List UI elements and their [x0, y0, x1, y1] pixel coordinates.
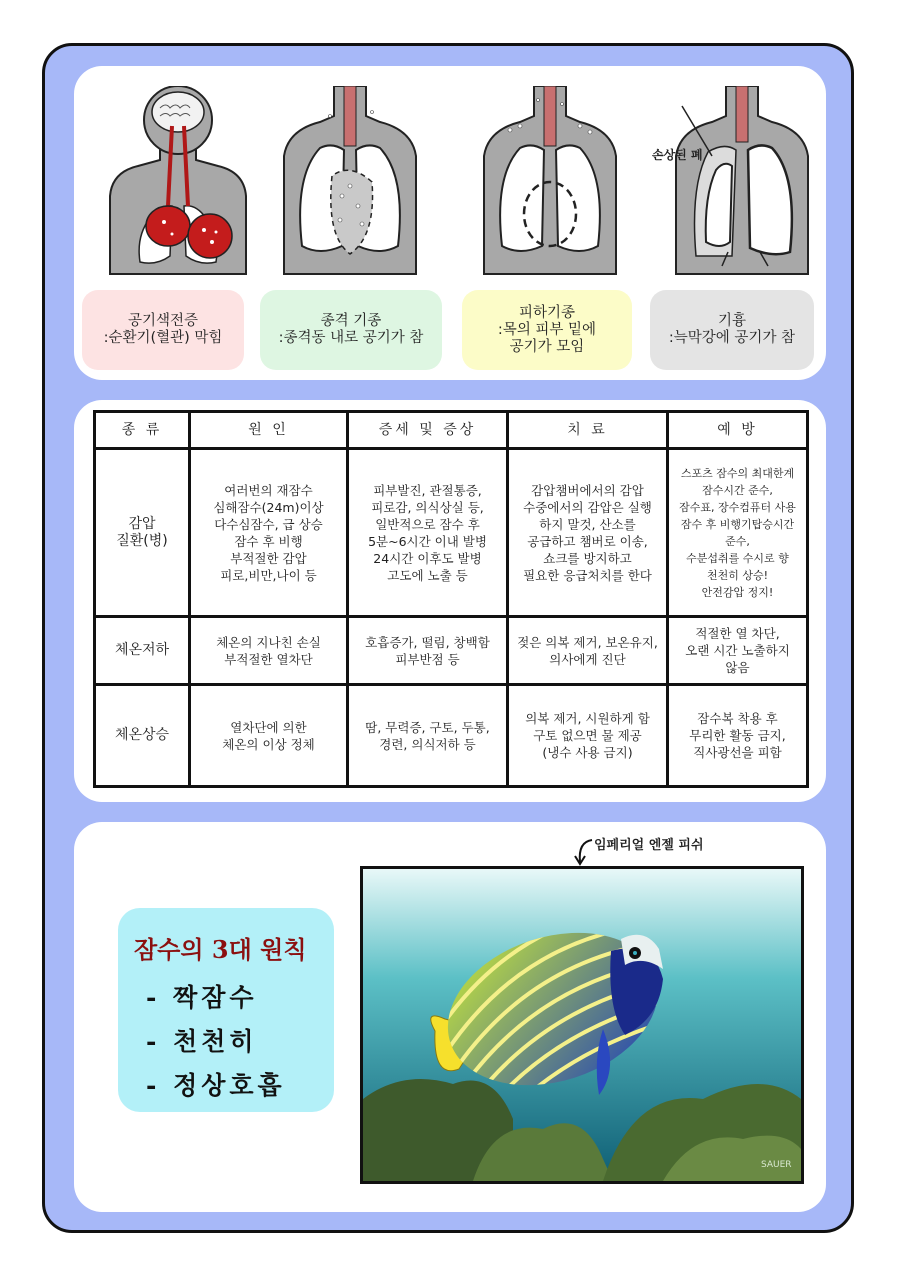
cell-line: 5분~6시간 이내 발병 — [368, 533, 487, 549]
damaged-lung-label: 손상된 폐 — [652, 148, 703, 162]
cell-line: 하지 말것, 산소를 — [539, 516, 636, 532]
table-row — [95, 617, 808, 685]
condition-name: 공기색전증 — [127, 313, 199, 329]
cell-line: 감압 — [128, 515, 156, 532]
cell-line: 스포츠 잠수의 최대한계 — [680, 466, 795, 480]
cell-line: 잠수 후 비행기탑승시간 — [680, 517, 795, 531]
cell-line: 고도에 노출 등 — [387, 567, 468, 583]
header-prevention: 예 방 — [668, 412, 808, 449]
treatment-cell — [508, 449, 668, 617]
header-treatment: 치 료 — [508, 412, 668, 449]
type-cell — [95, 685, 190, 787]
cell-line: 땀, 무력증, 구토, 두통, — [365, 719, 490, 735]
condition-description: :순환기(혈관) 막힘 — [103, 330, 223, 346]
cell-line: 심해잠수(24m)이상 — [213, 499, 324, 515]
pneumothorax-illustration — [672, 86, 812, 276]
diving-principles-box — [118, 908, 334, 1112]
header-cause: 원 인 — [190, 412, 348, 449]
principle-item: - 짝잠수 — [146, 983, 258, 1012]
prevention-cell — [668, 685, 808, 787]
principles-title: 잠수의 3대 원칙 — [134, 935, 307, 964]
cell-line: 경련, 의식저하 등 — [379, 736, 476, 752]
air-embolism-illustration — [108, 86, 248, 276]
prevention-cell — [668, 449, 808, 617]
condition-card-subcutaneous-emphysema — [462, 290, 632, 370]
cell-line: 피부반점 등 — [395, 651, 460, 667]
cell-line: 호흡증가, 떨림, 창백함 — [365, 634, 490, 650]
cell-line: 감압챔버에서의 감압 — [531, 482, 644, 498]
cell-line: 일반적으로 잠수 후 — [375, 516, 480, 532]
cell-line: 오랜 시간 노출하지 — [685, 643, 790, 658]
symptoms-cell — [348, 617, 508, 685]
cell-line: 피부발진, 관절통증, — [373, 482, 482, 498]
cell-line: 열차단에 의한 — [230, 719, 307, 735]
cell-line: (냉수 사용 금지) — [542, 745, 633, 760]
cell-line: 부적절한 열차단 — [224, 651, 313, 667]
condition-description-cont: 공기가 모임 — [509, 338, 585, 355]
table-row — [95, 685, 808, 787]
cell-line: 의복 제거, 시원하게 함 — [525, 711, 650, 726]
symptoms-cell — [348, 449, 508, 617]
condition-name: 피하기종 — [518, 304, 576, 321]
conditions-panel — [74, 66, 826, 380]
cell-line: 쇼크를 방지하고 — [543, 550, 632, 566]
cell-line: 직사광선을 피함 — [693, 745, 782, 760]
cell-line: 의사에게 진단 — [549, 651, 626, 667]
table-header-row — [95, 412, 808, 449]
principle-item: - 천천히 — [146, 1027, 258, 1056]
prevention-cell — [668, 617, 808, 685]
cell-line: 체온의 지나친 손실 — [216, 634, 321, 650]
treatment-cell — [508, 685, 668, 787]
diving-illness-table — [93, 410, 809, 788]
condition-description: :종격동 내로 공기가 참 — [278, 330, 424, 346]
table-row — [95, 449, 808, 617]
cell-line: 필요한 응급처치를 한다 — [523, 567, 652, 583]
curved-arrow-icon — [574, 836, 596, 866]
cause-cell — [190, 617, 348, 685]
cell-line: 부적절한 감압 — [230, 550, 307, 566]
cell-line: 젖은 의복 제거, 보온유지, — [517, 634, 658, 650]
cell-line: 수중에서의 감압은 실행 — [523, 499, 652, 515]
cause-cell — [190, 449, 348, 617]
cell-line: 잠수복 착용 후 — [697, 711, 778, 726]
condition-name: 기흉 — [717, 313, 746, 329]
subcutaneous-emphysema-illustration — [480, 86, 620, 276]
cell-line: 적절한 열 차단, — [695, 626, 780, 641]
principles-panel — [74, 822, 826, 1212]
header-symptoms: 증세 및 증상 — [348, 412, 508, 449]
cell-line: 천천히 상승! — [706, 568, 769, 582]
cell-line: 않음 — [725, 660, 750, 675]
cell-line: 피로,비만,나이 등 — [220, 567, 317, 583]
condition-description: :늑막강에 공기가 참 — [668, 330, 796, 346]
type-cell — [95, 617, 190, 685]
symptoms-cell — [348, 685, 508, 787]
artist-signature: SAUER — [761, 1160, 792, 1170]
cell-line: 안전감압 정지! — [701, 585, 774, 599]
cell-line: 다수심잠수, 급 상승 — [214, 516, 323, 532]
mediastinal-emphysema-illustration — [280, 86, 420, 276]
condition-description: :목의 피부 밑에 — [497, 321, 597, 338]
cell-line: 준수, — [725, 534, 750, 548]
type-cell — [95, 449, 190, 617]
fish-picture — [363, 869, 801, 1181]
cell-line: 체온의 이상 정체 — [222, 736, 315, 752]
cell-line: 체온저하 — [114, 642, 170, 658]
cell-line: 24시간 이후도 발병 — [373, 550, 482, 566]
cell-line: 무리한 활동 금지, — [689, 728, 786, 743]
cell-line: 공급하고 챔버로 이송, — [527, 533, 648, 549]
table-panel — [74, 400, 826, 802]
cause-cell — [190, 685, 348, 787]
condition-card-air-embolism — [82, 290, 244, 370]
header-type: 종 류 — [95, 412, 190, 449]
cell-line: 피로감, 의식상실 등, — [371, 499, 484, 515]
treatment-cell — [508, 617, 668, 685]
cell-line: 여러번의 재잠수 — [224, 482, 313, 498]
cell-line: 구토 없으면 물 제공 — [533, 728, 642, 743]
emperor-angelfish-image — [360, 866, 804, 1184]
cell-line: 잠수표, 장수컴퓨터 사용 — [679, 500, 796, 514]
condition-card-mediastinal-emphysema — [260, 290, 442, 370]
fish-caption: 임페리얼 엔젤 피쉬 — [594, 838, 704, 853]
cell-line: 수분섭취를 수시로 향 — [686, 551, 789, 565]
condition-name: 종격 기종 — [320, 313, 382, 329]
cell-line: 잠수 후 비행 — [234, 533, 303, 549]
condition-card-pneumothorax — [650, 290, 814, 370]
cell-line: 질환(병) — [116, 532, 168, 549]
cell-line: 잠수시간 준수, — [702, 483, 773, 497]
cell-line: 체온상승 — [114, 727, 170, 743]
principle-item: - 정상호흡 — [146, 1071, 286, 1100]
